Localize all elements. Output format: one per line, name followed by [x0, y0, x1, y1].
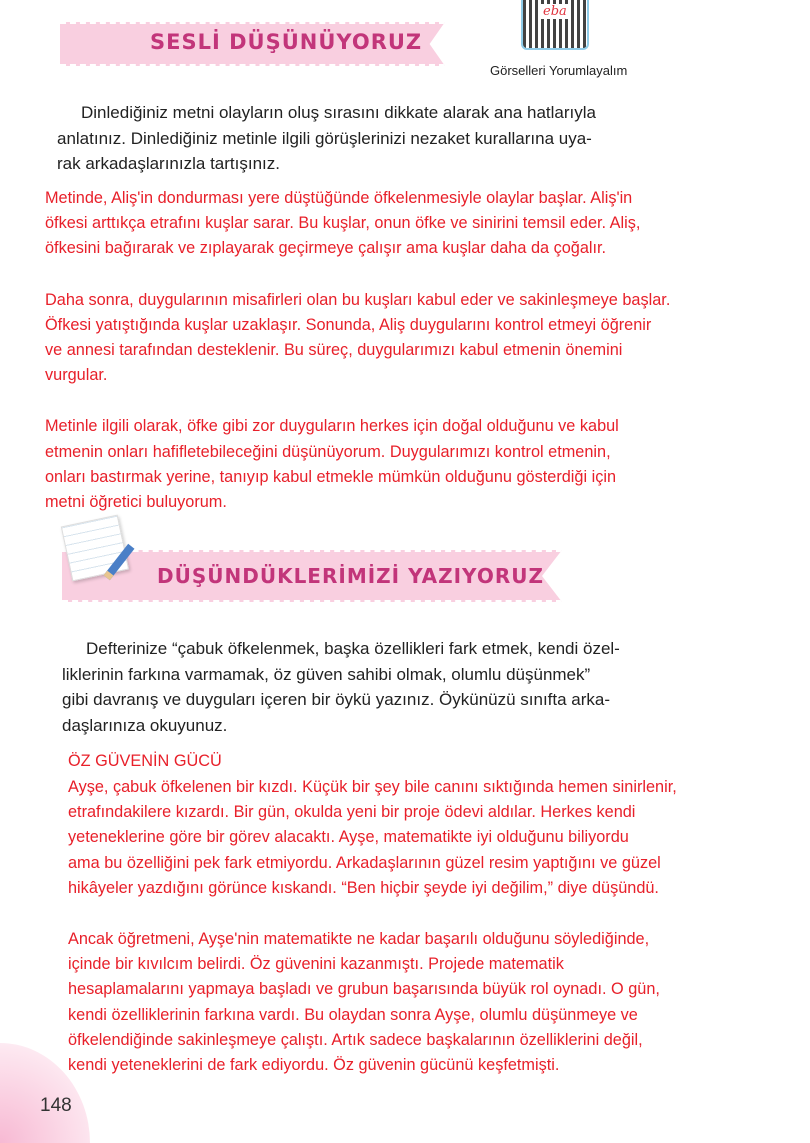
text-line: rak arkadaşlarınızla tartışınız.	[57, 154, 280, 173]
text-line: hesaplamalarını yapmaya başladı ve grubun başarısında büyük rol oynadı. O gün,	[68, 980, 660, 999]
text-line: yeteneklerine göre bir görev alacaktı. Ayşe, matematikte iyi olduğunu biliyordu	[68, 828, 629, 847]
text-line: öfkelendiğinde sakinleşmeye çalıştı. Artık sadece başkalarının özelliklerini değil,	[68, 1030, 643, 1049]
qr-caption: Görselleri Yorumlayalım	[490, 63, 628, 78]
text-line: öfkesini bağırarak ve zıplayarak geçirmeye çalışır ama kuşlar daha da çoğalır.	[45, 239, 607, 258]
text-line: liklerinin farkına varmamak, öz güven sahibi olmak, olumlu düşünmek”	[62, 664, 591, 684]
paragraph	[68, 775, 803, 901]
answer-2	[68, 775, 803, 1078]
text-line: kendi yeteneklerini de fark ediyordu. Öz güvenin gücünü keşfetmişti.	[68, 1056, 560, 1075]
instruction-2	[62, 636, 792, 738]
paragraph	[45, 414, 800, 515]
text-line: Metinde, Aliş'in dondurması yere düştüğünde öfkelenmesiyle olaylar başlar. Aliş'in	[45, 189, 633, 207]
text-line: gibi davranış ve duyguları içeren bir öykü yazınız. Öykünüzü sınıfta arka-	[62, 690, 611, 709]
text-line: vurgular.	[45, 366, 108, 385]
paragraph-gap	[45, 388, 800, 414]
text-line: Defterinize “çabuk öfkelenmek, başka özellikleri fark etmek, kendi özel-	[86, 639, 620, 658]
qr-logo: eba	[543, 4, 567, 19]
text-line: Ayşe, çabuk öfkelenen bir kızdı. Küçük bir şey bile canını sıktığında hemen sinirlenir,	[68, 778, 677, 796]
paragraph-gap	[68, 901, 803, 927]
text-line: hikâyeler yazdığını görünce kıskandı. “Ben hiçbir şeyde iyi değilim,” diye düşündü.	[68, 878, 659, 897]
text-line: Ancak öğretmeni, Ayşe'nin matematikte ne kadar başarılı olduğunu söylediğinde,	[68, 930, 650, 949]
text-line: ve annesi tarafından desteklenir. Bu süreç, duygularımızı kabul etmenin önemini	[45, 341, 623, 360]
text-line: Dinlediğiniz metni olayların oluş sırasını dikkate alarak ana hatlarıyla	[81, 103, 596, 122]
section-title-1: SESLİ DÜŞÜNÜYORUZ	[150, 30, 423, 54]
story-title: ÖZ GÜVENİN GÜCÜ	[68, 752, 222, 770]
text-line: daşlarınıza okuyunuz.	[62, 715, 228, 735]
paragraph	[45, 186, 800, 262]
text-line: Metinle ilgili olarak, öfke gibi zor duyguların herkes için doğal olduğunu ve kabul	[45, 417, 619, 436]
paragraph	[68, 927, 803, 1078]
text-line: anlatınız. Dinlediğiniz metinle ilgili görüşlerinizi nezaket kurallarına uya-	[57, 128, 592, 148]
text-line: metni öğretici buluyorum.	[45, 493, 227, 512]
text-line: Daha sonra, duygularının misafirleri olan bu kuşları kabul eder ve sakinleşmeye başlar.	[45, 290, 671, 309]
instruction-1	[57, 100, 792, 177]
text-line: etrafındakilere kızardı. Bir gün, okulda yeni bir proje ödevi aldılar. Herkes kendi	[68, 803, 636, 822]
answer-1	[45, 186, 800, 515]
notepaper-icon	[61, 515, 129, 582]
paragraph-gap	[45, 262, 800, 288]
section-title-2: DÜŞÜNDÜKLERİMİZİ YAZIYORUZ	[157, 564, 544, 588]
text-line: etmenin onları hafifletebileceğini düşünüyorum. Duygularımızı kontrol etmenin,	[45, 442, 611, 461]
text-line: Öfkesi yatıştığında kuşlar uzaklaşır. Sonunda, Aliş duygularını kontrol etmeyi öğrenir	[45, 315, 652, 334]
text-line: öfkesi arttıkça etrafını kuşlar sarar. Bu kuşlar, onun öfke ve sinirini temsil eder. Aliş,	[45, 214, 641, 233]
page-number: 148	[40, 1095, 72, 1116]
paragraph	[45, 288, 800, 389]
text-line: ama bu özelliğini pek fark etmiyordu. Arkadaşlarının güzel resim yaptığını ve güzel	[68, 853, 661, 872]
text-line: onları bastırmak yerine, tanıyıp kabul etmekle mümkün olduğunu gösterdiği için	[45, 467, 617, 486]
text-line: kendi özelliklerinin farkına vardı. Bu olaydan sonra Ayşe, olumlu düşünmeye ve	[68, 1005, 638, 1024]
text-line: içinde bir kıvılcım belirdi. Öz güvenini kazanmıştı. Projede matematik	[68, 955, 564, 974]
